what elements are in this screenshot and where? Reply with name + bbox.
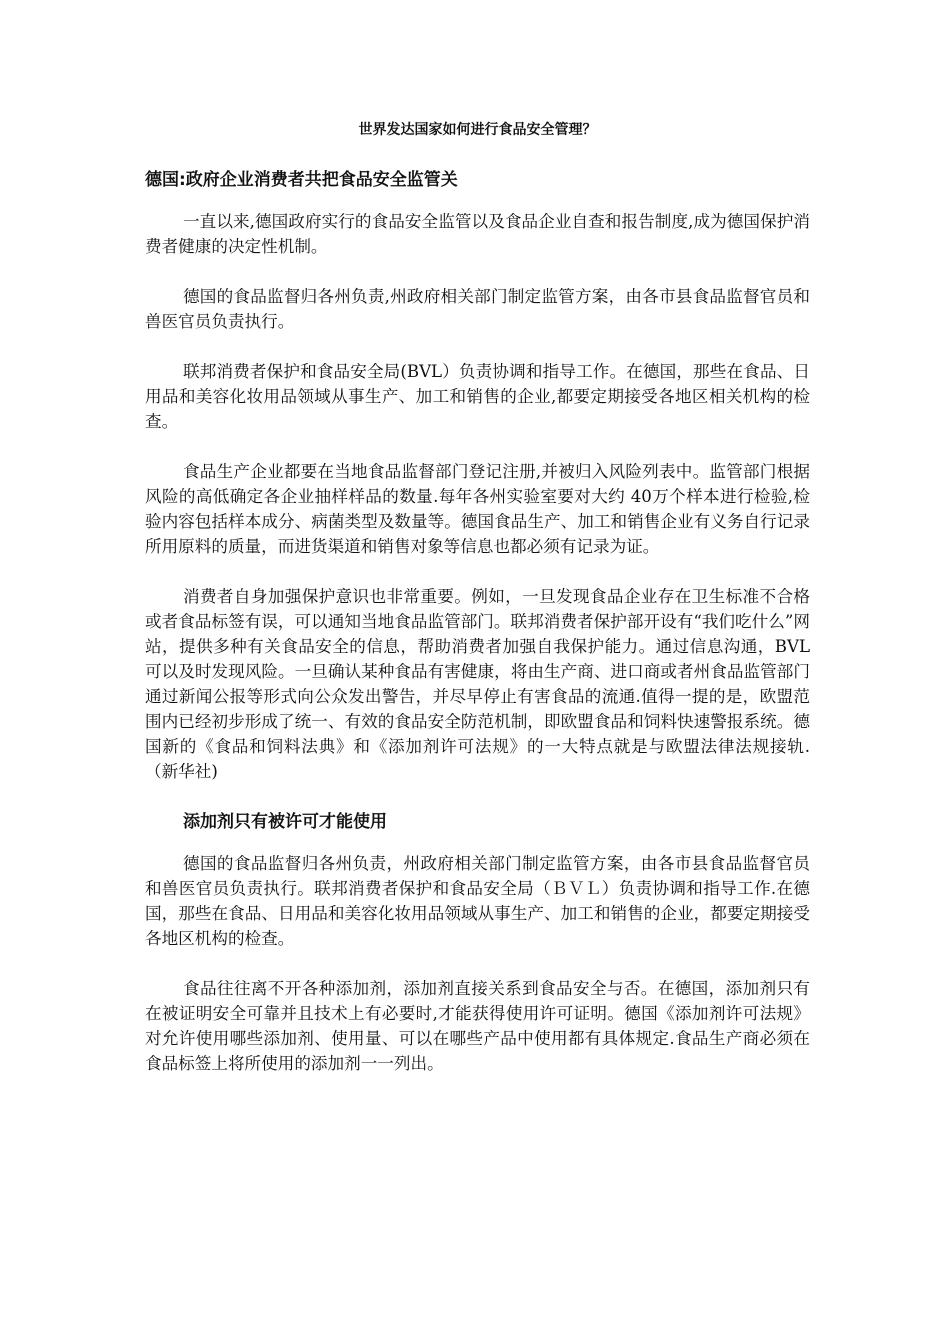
paragraph: 消费者自身加强保护意识也非常重要。例如，一旦发现食品企业存在卫生标准不合格或者食品标签有误，可以通知当地食品监管部门。联邦消费者保护部开设有“我们吃什么”网站，提供多种有关食品安全的信息，帮助消费者加强自我保护能力。通过信息沟通，BVL可以及时发现风险。一旦确认某种食品有害健康，将由生产商、进口商或者州食品监管部门通过新闻公报等形式向公众发出警告，并尽早停止有害食品的流通.值得一提的是，欧盟范围内已经初步形成了统一、有效的食品安全防范机制，即欧盟食品和饲料快速警报系统。德国新的《食品和饲料法典》和《添加剂许可法规》的一大特点就是与欧盟法律法规接轨.（新华社)	[145, 587, 810, 781]
paragraph: 联邦消费者保护和食品安全局(BVL）负责协调和指导工作。在德国，那些在食品、日用品和美容化妆用品领域从事生产、加工和销售的企业,都要定期接受各地区相关机构的检查。	[145, 362, 810, 431]
paragraph: 德国的食品监督归各州负责，州政府相关部门制定监管方案，由各市县食品监督官员和兽医官员负责执行。联邦消费者保护和食品安全局（ＢＶＬ）负责协调和指导工作.在德国，那些在食品、日用品和美容化妆用品领域从事生产、加工和销售的企业，都要定期接受各地区机构的检查。	[145, 854, 810, 948]
document-page	[145, 120, 810, 1101]
section-heading-germany: 德国:政府企业消费者共把食品安全监管关	[145, 170, 458, 190]
paragraph: 一直以来,德国政府实行的食品安全监管以及食品企业自查和报告制度,成为德国保护消费者健康的决定性机制。	[145, 212, 810, 256]
paragraph: 德国的食品监督归各州负责,州政府相关部门制定监管方案，由各市县食品监督官员和兽医官员负责执行。	[145, 287, 810, 331]
paragraph: 食品往往离不开各种添加剂，添加剂直接关系到食品安全与否。在德国，添加剂只有在被证明安全可靠并且技术上有必要时,才能获得使用许可证明。德国《添加剂许可法规》对允许使用哪些添加剂、使用量、可以在哪些产品中使用都有具体规定.食品生产商必须在食品标签上将所使用的添加剂一一列出。	[145, 979, 810, 1073]
document-title: 世界发达国家如何进行食品安全管理？	[358, 122, 597, 138]
section-heading-additives: 添加剂只有被许可才能使用	[183, 812, 387, 832]
paragraph: 食品生产企业都要在当地食品监督部门登记注册,并被归入风险列表中。监管部门根据风险的高低确定各企业抽样样品的数量.每年各州实验室要对大约 40万个样本进行检验,检验内容包括样本成分、病菌类型及数量等。德国食品生产、加工和销售企业有义务自行记录所用原料的质量，而进货渠道和销售对象等信息也都必须有记录为证。	[145, 462, 810, 556]
